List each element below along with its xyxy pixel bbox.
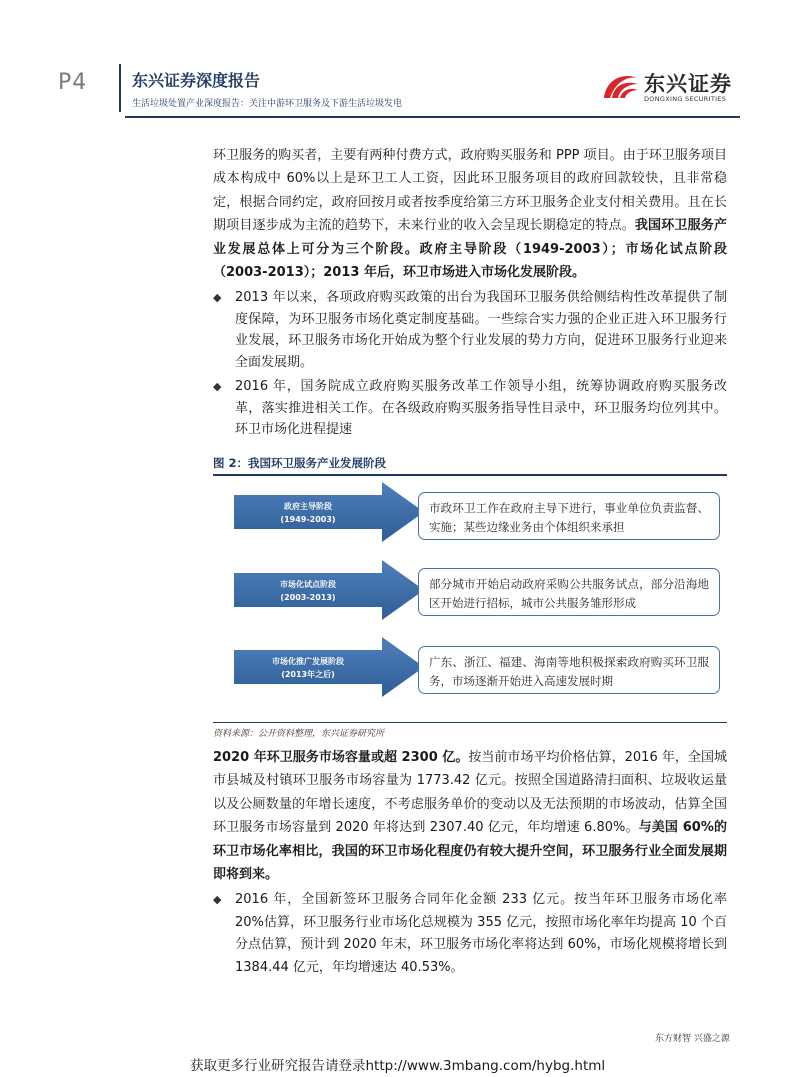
header-rule (125, 116, 740, 118)
market-paragraph (213, 746, 727, 886)
footer-slogan: 东方财智 兴盛之源 (655, 1034, 730, 1044)
bullet-diamond-icon: ◆ (213, 291, 222, 304)
stage-arrow-label-1: 政府主导阶段 (1949-2003) (280, 502, 336, 524)
bullet-diamond-icon: ◆ (213, 380, 222, 393)
figure-source: 资料来源：公开资料整理，东兴证券研究所 (213, 729, 385, 739)
list-item: ◆ 2016 年，全国新签环卫服务合同年化金额 233 亿元。按当年环卫服务市场化率 20%估算，环卫服务行业市场化总规模为 355 亿元，按照市场化率年均提高 10 个百分点估算，预计到 2020 年末，环卫服务市场化率将达到 60%，市场化规模将增长到 1384.44 亿元，年均增速达 40.53%。 (213, 889, 727, 979)
logo-subtext: DONGXING SECURITIES (644, 95, 727, 103)
page-number: P4 (58, 70, 88, 95)
market-bold-lead: 2020 年环卫服务市场容量或超 2300 亿。 (213, 750, 469, 765)
stage-desc-3: 广东、浙江、福建、海南等地积极探索政府购买环卫服务，市场逐渐开始进入高速发展时期 (418, 646, 720, 694)
logo-text: 东兴证券 (644, 72, 732, 96)
market-text: 按当前市场平均价格估算，2016 年，全国城市县城及村镇环卫服务市场容量为 1773.42 亿元。按照全国道路清扫面积、垃圾收运量以及公厕数量的年增长速度，不考虑服务单价的变动以及无法预期的市场波动，估算全国环卫服务市场容量到 2020 年将达到 2307.40 亿元，年均增速 6.80%。 (213, 750, 727, 836)
dongxing-logo-icon (600, 68, 642, 104)
list-item: ◆ 2016 年，国务院成立政府购买服务改革工作领导小组，统筹协调政府购买服务改革，落实推进相关工作。在各级政府购买服务指导性目录中，环卫服务均位列其中。环卫市场化进程提速 (213, 376, 727, 441)
figure-top-rule (213, 474, 727, 476)
bullet-list-1 (213, 287, 727, 441)
footer-link[interactable]: 获取更多行业研究报告请登录http://www.3mbang.com/hybg.html (190, 1058, 606, 1074)
bullet-diamond-icon: ◆ (213, 893, 222, 906)
intro-paragraph (213, 144, 727, 284)
figure-bottom-rule (213, 722, 727, 723)
stage-arrow-label-2: 市场化试点阶段 (2003-2013) (280, 580, 336, 602)
stage-arrow-label-3: 市场化推广发展阶段 (2013年之后) (272, 657, 344, 679)
market-bold-tail: 与美国 60%的环卫市场化率相比，我国的环卫市场化程度仍有较大提升空间，环卫服务行业全面发展期即将到来。 (213, 820, 727, 883)
report-title: 东兴证券深度报告 (132, 71, 261, 90)
stage-desc-1: 市政环卫工作在政府主导下进行，事业单位负责监督、实施；某些边缘业务由个体组织来承担 (418, 492, 720, 540)
intro-text: 环卫服务的购买者，主要有两种付费方式，政府购买服务和 PPP 项目。由于环卫服务项目成本构成中 60%以上是环卫工人工资，因此环卫服务项目的政府回款较快，且非常稳定，根据合同约定，政府回按月或者按季度给第三方环卫服务企业支付相关费用。且在长期项目逐步成为主流的趋势下，未来行业的收入会呈现长期稳定的特点。 (213, 148, 727, 234)
intro-bold: 我国环卫服务产业发展总体上可分为三个阶段。政府主导阶段（1949-2003）；市场化试点阶段（2003-2013）；2013 年后，环卫市场进入市场化发展阶段。 (213, 218, 727, 281)
list-item: ◆ 2013 年以来，各项政府购买政策的出台为我国环卫服务供给侧结构性改革提供了制度保障，为环卫服务市场化奠定制度基础。一些综合实力强的企业正进入环卫服务行业发展，环卫服务市场化开始成为整个行业发展的势力方向，促进环卫服务行业迎来全面发展期。 (213, 287, 727, 373)
report-subtitle: 生活垃圾处置产业深度报告：关注中游环卫服务及下游生活垃圾发电 (132, 99, 403, 109)
header-divider (119, 64, 121, 112)
stage-desc-2: 部分城市开始启动政府采购公共服务试点，部分沿海地区开始进行招标，城市公共服务雏形形成 (418, 568, 720, 616)
bullet-list-2 (213, 889, 727, 979)
figure-title: 图 2：我国环卫服务产业发展阶段 (213, 456, 387, 470)
